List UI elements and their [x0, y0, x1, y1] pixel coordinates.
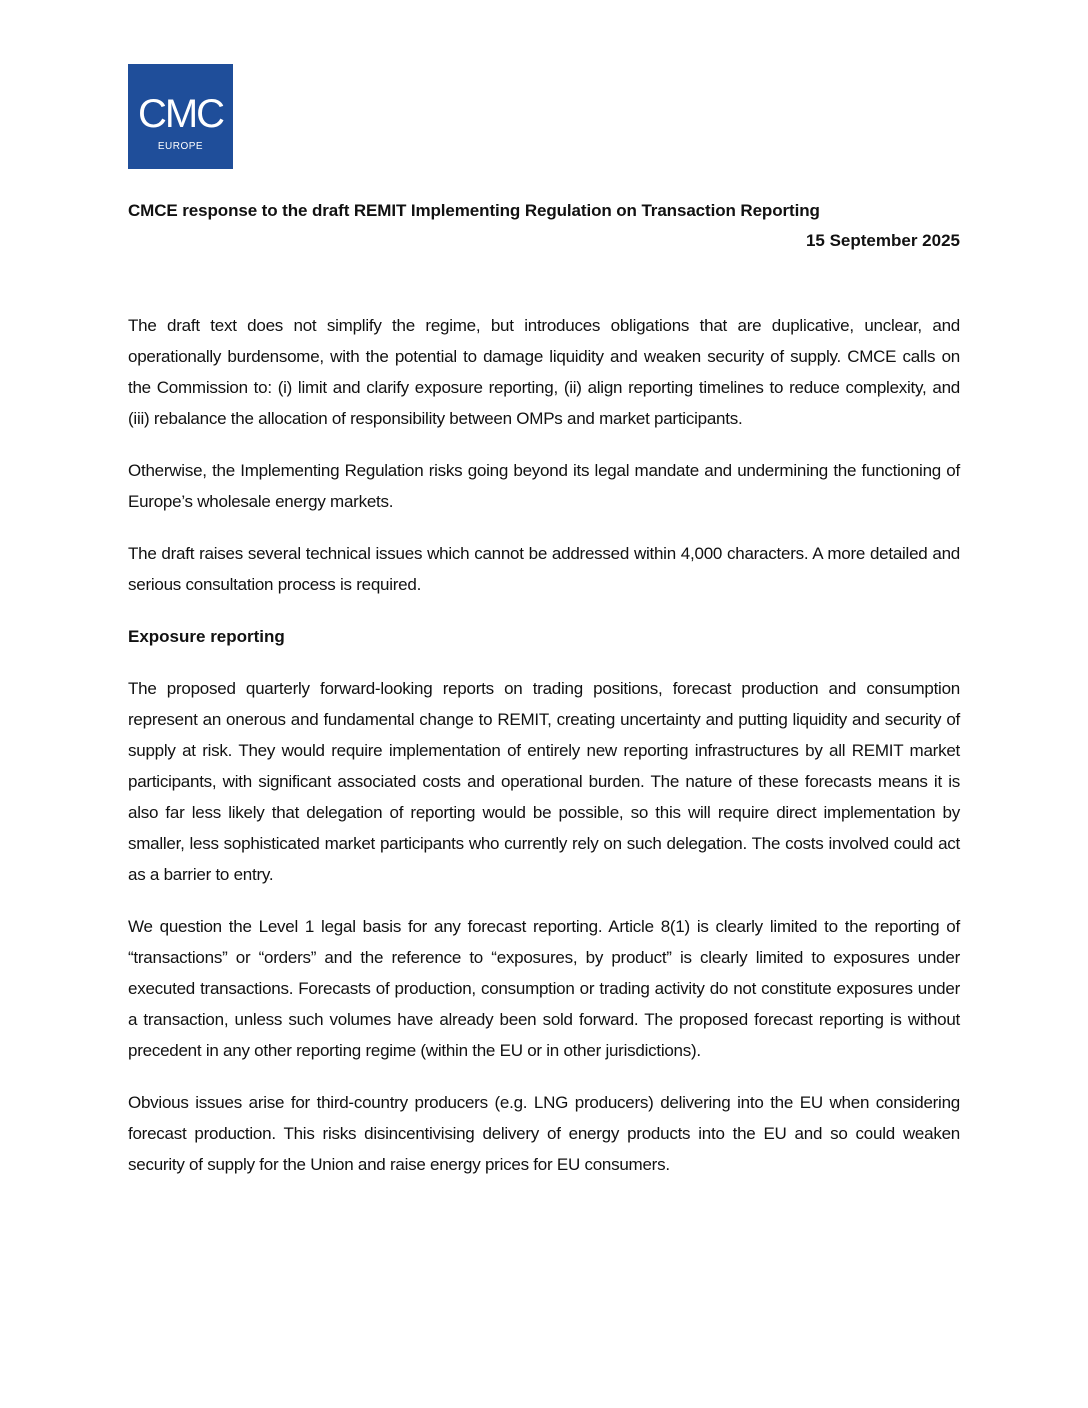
intro-paragraph-2: Otherwise, the Implementing Regulation risks going beyond its legal mandate and undermining the functioning of Europe’s wholesale energy markets. — [128, 461, 960, 511]
cmc-europe-logo — [128, 64, 233, 169]
exposure-paragraph-3: Obvious issues arise for third-country producers (e.g. LNG producers) delivering into the EU when considering forecast production. This risks disincentivising delivery of energy products into the EU and so could weaken security of supply for the Union and raise energy prices for EU consumers. — [128, 1093, 960, 1174]
exposure-paragraph-2: We question the Level 1 legal basis for any forecast reporting. Article 8(1) is clearly limited to the reporting of “transactions” or “orders” and the reference to “exposures, by product” is clearly limited to exposures under executed transactions. Forecasts of production, consumption or trading activity do not constitute exposures under a transaction, unless such volumes have already been sold forward. The proposed forecast reporting is without precedent in any other reporting regime (within the EU or in other jurisdictions). — [128, 917, 960, 1060]
intro-paragraph-3: The draft raises several technical issues which cannot be addressed within 4,000 characters. A more detailed and serious consultation process is required. — [128, 544, 960, 594]
logo-main-text: CMC — [137, 92, 224, 136]
document-body — [128, 310, 960, 1201]
document-header — [128, 199, 960, 253]
logo-sub-text: EUROPE — [157, 141, 204, 152]
intro-paragraph-1: The draft text does not simplify the regime, but introduces obligations that are duplicative, unclear, and operationally burdensome, with the potential to damage liquidity and weaken security of supply. CMCE calls on the Commission to: (i) limit and clarify exposure reporting, (ii) align reporting timelines to reduce complexity, and (iii) rebalance the allocation of responsibility between OMPs and market participants. — [128, 316, 960, 428]
document-date: 15 September 2025 — [805, 231, 960, 250]
section-heading-exposure-reporting: Exposure reporting — [128, 627, 285, 646]
exposure-paragraph-1: The proposed quarterly forward-looking reports on trading positions, forecast production and consumption represent an onerous and fundamental change to REMIT, creating uncertainty and putting liquidity and security of supply at risk. They would require implementation of entirely new reporting infrastructures by all REMIT market participants, with significant associated costs and operational burden. The nature of these forecasts means it is also far less likely that delegation of reporting would be possible, so this will require direct implementation by smaller, less sophisticated market participants who currently rely on such delegation. The costs involved could act as a barrier to entry. — [128, 679, 960, 884]
document-title: CMCE response to the draft REMIT Implementing Regulation on Transaction Reporting — [128, 201, 820, 220]
